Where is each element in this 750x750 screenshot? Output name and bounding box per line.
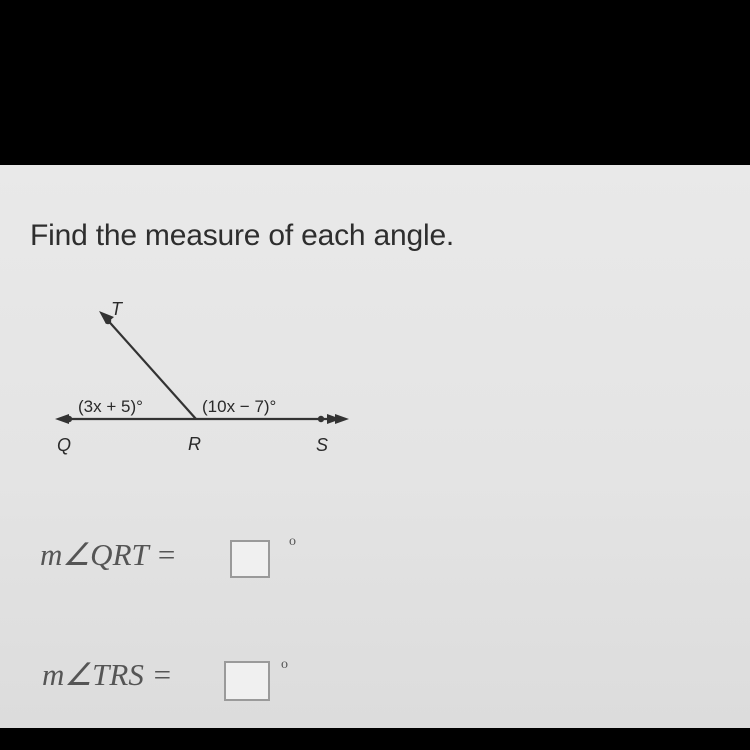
point-label-q: Q [57,435,72,455]
angle-qrt-label: m∠QRT = [40,537,177,572]
answer-row-qrt [0,533,750,583]
answer-row-trs [0,655,750,705]
degree-symbol-qrt: o [289,534,296,549]
point-label-r: R [188,434,201,454]
qrt-answer-input[interactable] [230,540,270,578]
angle-label-right: (10x − 7)° [202,397,277,416]
angle-trs-label: m∠TRS = [42,657,173,692]
point-s-dot [318,416,324,422]
point-label-s: S [316,435,329,455]
question-panel [0,165,750,728]
trs-answer-input[interactable] [224,661,270,701]
point-label-t: T [111,299,122,319]
angle-label-left: (3x + 5)° [78,397,143,416]
degree-symbol-trs: o [281,657,288,672]
point-q-dot [66,416,72,422]
angle-figure [0,165,750,728]
question-text: Find the measure of each angle. [30,219,455,252]
